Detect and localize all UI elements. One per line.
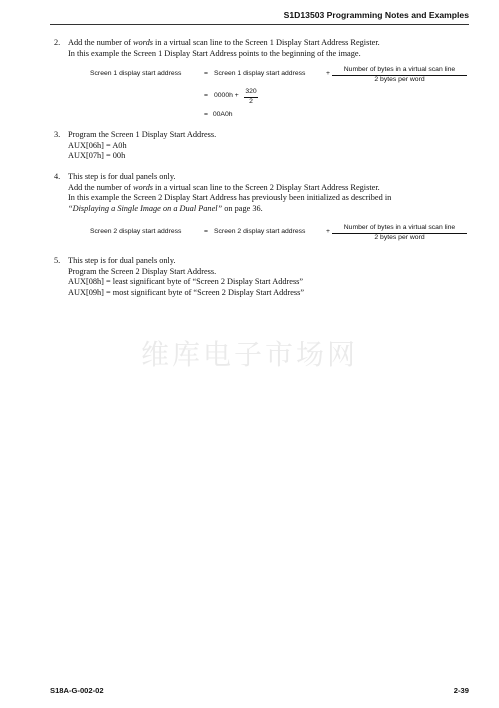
step-number: 4. [54,172,61,181]
fraction-numerator: Number of bytes in a virtual scan line [343,224,456,231]
header-rule [50,24,469,25]
equation-lhs: Screen 1 display start address [90,70,182,77]
step-2-line-2: In this example the Screen 1 Display Start Address points to the beginning of the image. [68,48,361,58]
text-run: in a virtual scan line to the Screen 2 Display Start Address Register. [152,182,380,192]
cross-reference: “Displaying a Single Image on a Dual Panel” [68,203,223,213]
fraction-denominator: 2 bytes per word [374,75,425,83]
fraction-denominator: 2 bytes per word [374,233,425,241]
step-number: 5. [54,256,61,265]
watermark: 维库电子市场网 [140,338,358,371]
fraction-numerator: 320 [245,88,257,95]
step-2-line-1 [68,38,472,49]
equals-sign: = [204,111,208,118]
step-3-line-3: AUX[07h] = 00h [68,151,126,161]
equation-rhs: Screen 1 display start address [214,70,306,77]
text-run: Add the number of [68,38,133,47]
step-4-line-1: This step is for dual panels only. [68,172,176,181]
equation-lhs: Screen 2 display start address [90,228,182,235]
equals-sign: = [204,70,208,77]
running-header: S1D13503 Programming Notes and Examples [283,10,469,20]
plus-sign: + [326,70,330,77]
footer-document-number: S18A-G-002-02 [50,686,104,695]
emphasis-run: words [132,182,153,192]
fraction [244,88,258,106]
equals-sign: = [204,228,208,235]
fraction [332,66,467,84]
equation-rhs: Screen 2 display start address [214,228,306,235]
footer-page-number: 2-39 [453,686,469,695]
step-5-line-2: Program the Screen 2 Display Start Address. [68,266,217,276]
step-5-line-1: This step is for dual panels only. [68,256,176,265]
step-5 [54,256,472,298]
text-run: Add the number of [68,182,133,192]
emphasis-run: words [132,38,153,47]
equation-value: 00A0h [212,111,233,118]
fraction-denominator: 2 [249,97,253,105]
equation-screen2 [90,224,470,246]
step-3-line-2: AUX[06h] = A0h [68,140,127,150]
equals-sign: = [204,92,208,99]
step-3 [54,130,472,162]
step-4 [54,172,472,214]
step-3-line-1: Program the Screen 1 Display Start Address. [68,130,217,139]
equation-step-2 [90,88,290,110]
step-4-line-4 [68,204,472,215]
equation-screen1 [90,66,470,88]
text-run: on page 36. [222,203,263,213]
step-4-line-3: In this example the Screen 2 Display Start Address has previously been initialized as described in [68,193,392,203]
plus-sign: + [326,228,330,235]
fraction-numerator: Number of bytes in a virtual scan line [343,66,456,73]
step-number: 2. [54,38,61,47]
step-5-line-4: AUX[09h] = most significant byte of “Screen 2 Display Start Address” [68,287,305,297]
fraction [332,224,467,242]
step-number: 3. [54,130,61,139]
equation-value: 0000h + [214,92,239,99]
step-2 [54,38,472,59]
equation-result [204,111,233,118]
text-run: in a virtual scan line to the Screen 1 Display Start Address Register. [152,38,380,47]
step-5-line-3: AUX[08h] = least significant byte of “Screen 2 Display Start Address” [68,277,304,287]
step-4-line-2 [68,183,472,194]
